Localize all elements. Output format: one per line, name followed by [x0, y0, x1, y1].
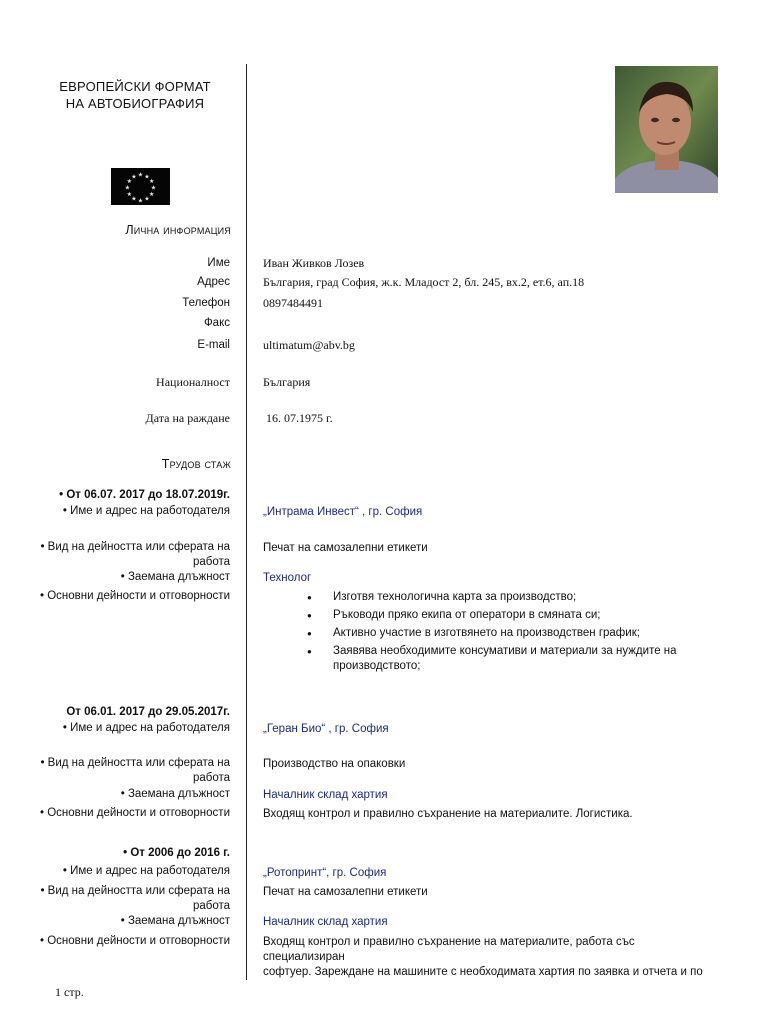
list-item: ● Ръководи пряко екипа от оператори в смяната си;: [263, 608, 683, 623]
birthdate-label: Дата на раждане: [145, 411, 230, 425]
email-label: E-mail: [197, 339, 230, 351]
fax-label: Факс: [203, 317, 230, 329]
svg-text:★: ★: [144, 195, 150, 203]
duties-line-1: Входящ контрол и правилно съхранение на материалите, работа със специализиран: [263, 936, 635, 963]
duties-value: Входящ контрол и правилно съхранение на материалите. Логистика.: [263, 808, 633, 820]
duties-label: • Основни дейности и отговорности: [40, 590, 230, 602]
field-label: [10, 756, 230, 786]
svg-text:★: ★: [144, 173, 150, 181]
eu-flag-icon: [111, 168, 170, 205]
name-label: Име: [207, 257, 230, 269]
nationality-label: Националност: [156, 375, 230, 389]
phone-label: Телефон: [182, 297, 230, 309]
employer-label: • Име и адрес на работодателя: [62, 865, 230, 877]
address-label: Адрес: [197, 276, 230, 288]
page-number: 1 стр.: [55, 985, 84, 999]
job-period: • От 2006 до 2016 г.: [123, 847, 230, 859]
nationality-value: България: [263, 375, 311, 389]
birthdate-value: 16. 07.1975 г.: [266, 411, 333, 425]
email-value: ultimatum@abv.bg: [263, 338, 355, 352]
address-value: България, град София, ж.к. Младост 2, бл. 245, вх.2, ет.6, ап.18: [263, 275, 585, 289]
svg-text:★: ★: [126, 191, 132, 198]
position-label: • Заемана длъжност: [120, 788, 230, 800]
employer-value: „Интрама Инвест“ , гр. София: [263, 506, 423, 518]
field-label-line-2: работа: [192, 556, 230, 568]
title-line-2: НА АВТОБИОГРАФИЯ: [65, 96, 205, 111]
employer-label: • Име и адрес на работодателя: [62, 505, 230, 517]
field-value: Печат на самозалепни етикети: [263, 886, 428, 898]
title-line-1: ЕВРОПЕЙСКИ ФОРМАТ: [59, 79, 211, 94]
field-label-line-1: • Вид на дейността или сферата на: [40, 541, 230, 553]
column-divider: [246, 64, 247, 980]
duties-label: • Основни дейности и отговорности: [40, 807, 230, 819]
employer-value: „Геран Био“ , гр. София: [263, 723, 389, 735]
duties-line-2: софтуер. Зареждане на машините с необходимата хартия по заявка и отчета и по: [263, 966, 703, 978]
field-value: Печат на самозалепни етикети: [263, 542, 428, 554]
section-title-personal: Лична информация: [125, 223, 231, 237]
svg-text:★: ★: [126, 178, 132, 185]
svg-text:★: ★: [150, 184, 157, 192]
employer-value: „Ротопринт“, гр. София: [263, 867, 387, 879]
phone-value: 0897484491: [263, 296, 323, 310]
svg-text:★: ★: [149, 191, 155, 198]
svg-text:★: ★: [149, 178, 155, 185]
list-item: ● Изготвя технологична карта за производство;: [263, 590, 683, 605]
section-title-experience: Трудов стаж: [161, 457, 231, 471]
position-value: Началник склад хартия: [263, 916, 388, 928]
duties-label: • Основни дейности и отговорности: [40, 935, 230, 947]
job-period: От 06.01. 2017 до 29.05.2017г.: [66, 706, 230, 718]
svg-text:★: ★: [131, 173, 137, 181]
field-value: Производство на опаковки: [263, 758, 406, 770]
profile-photo: [615, 66, 718, 193]
list-item: ● Заявява необходимите консумативи и материали за нуждите на производството;: [263, 644, 683, 674]
position-label: • Заемана длъжност: [120, 915, 230, 927]
position-value: Началник склад хартия: [263, 789, 388, 801]
field-label: [10, 884, 230, 914]
field-label-line-1: • Вид на дейността или сферата на: [40, 757, 230, 769]
svg-text:★: ★: [137, 171, 144, 179]
employer-label: • Име и адрес на работодателя: [62, 722, 230, 734]
position-label: • Заемана длъжност: [120, 571, 230, 583]
name-value: Иван Живков Лозев: [263, 256, 365, 270]
svg-text:★: ★: [131, 195, 137, 203]
svg-text:★: ★: [137, 197, 144, 205]
field-label-line-2: работа: [192, 900, 230, 912]
list-item: ● Активно участие в изготвянето на производствен график;: [263, 626, 683, 641]
svg-text:★: ★: [124, 184, 131, 192]
job-period: • От 06.07. 2017 до 18.07.2019г.: [59, 489, 230, 501]
field-label-line-1: • Вид на дейността или сферата на: [40, 885, 230, 897]
field-label: [10, 540, 230, 570]
duties-list: [263, 590, 683, 677]
duties-value: [263, 935, 713, 980]
document-title: [40, 78, 230, 112]
position-value: Технолог: [263, 572, 312, 584]
field-label-line-2: работа: [192, 772, 230, 784]
